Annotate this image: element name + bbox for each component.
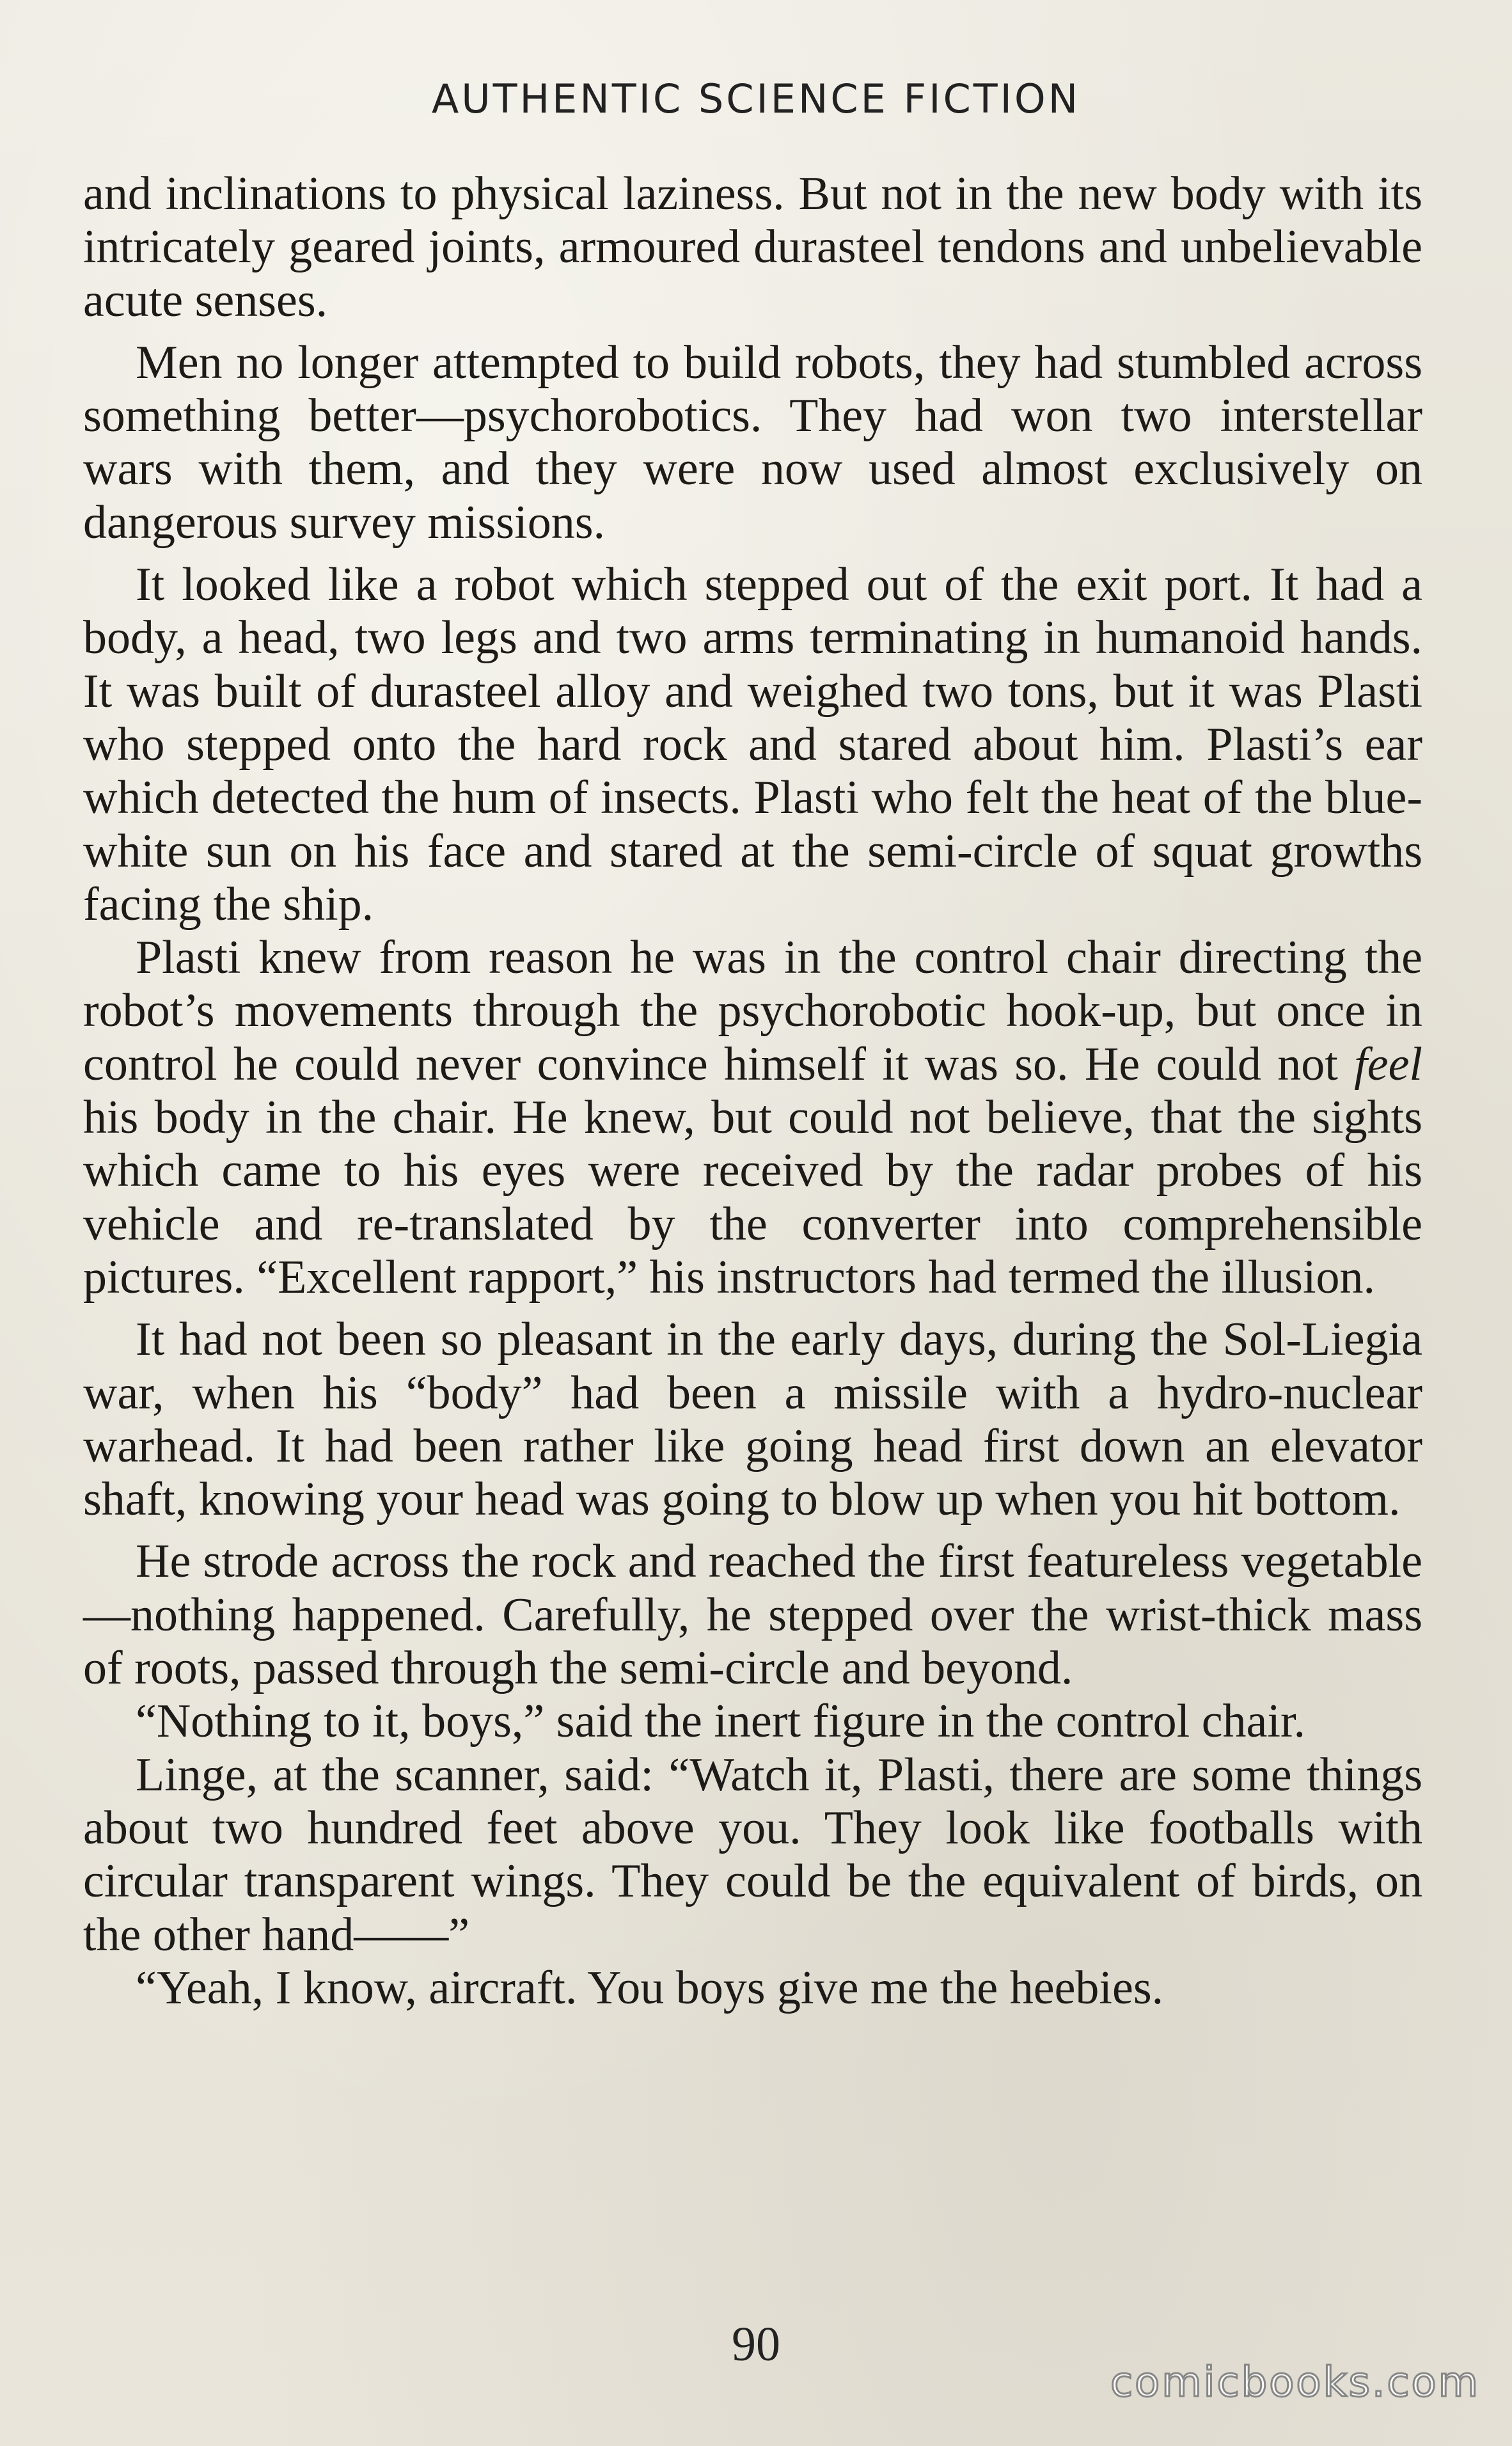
body-text bbox=[83, 168, 1422, 2015]
paragraph: “Nothing to it, boys,” said the inert figure in the control chair. bbox=[136, 1695, 1306, 1748]
watermark: comicbooks.com bbox=[1110, 2359, 1480, 2406]
paragraph bbox=[83, 931, 1422, 1304]
paragraph: “Yeah, I know, aircraft. You boys give me the heebies. bbox=[136, 1961, 1164, 2014]
paragraph-text: his body in the chair. He knew, but could not believe, that the sights which came to his eyes were received by the radar probes of his vehicle and re-translated by the converter into comprehensible pictures. “Excellent rapport,” his instructors had termed the illusion. bbox=[83, 1091, 1422, 1304]
paragraph-text: Plasti knew from reason he was in the control chair directing the robot’s movements through the psychorobotic hook-up, but once in control he could never convince himself it was so. He could not bbox=[83, 931, 1422, 1091]
paragraph: Linge, at the scanner, said: “Watch it, Plasti, there are some things about two hundred feet above you. They look like footballs with circular transparent wings. They could be the equivalent of birds, on the other hand——” bbox=[83, 1748, 1422, 1961]
running-head: AUTHENTIC SCIENCE FICTION bbox=[431, 75, 1081, 122]
paragraph: It had not been so pleasant in the early days, during the Sol-Liegia war, when his “body” had been a missile with a hydro-nuclear warhead. It had been rather like going head first down an elevator shaft, knowing your head was going to blow up when you hit bottom. bbox=[83, 1313, 1422, 1526]
page-number: 90 bbox=[732, 2317, 780, 2371]
paragraph: and inclinations to physical laziness. But not in the new body with its intricately geared joints, armoured durasteel tendons and unbelievable acute senses. bbox=[83, 168, 1422, 327]
paragraph: Men no longer attempted to build robots, they had stumbled across something better—psychorobotics. They had won two interstellar wars with them, and they were now used almost exclusively on dangerous survey missions. bbox=[83, 336, 1422, 549]
paragraph: It looked like a robot which stepped out of the exit port. It had a body, a head, two legs and two arms terminating in humanoid hands. It was built of durasteel alloy and weighed two tons, but it was Plasti who stepped onto the hard rock and stared about him. Plasti’s ear which detected the hum of insects. Plasti who felt the heat of the blue-white sun on his face and stared at the semi-circle of squat growths facing the ship. bbox=[83, 558, 1422, 931]
emphasized-word: feel bbox=[1354, 1038, 1422, 1091]
paragraph: He strode across the rock and reached the first featureless vegetable—nothing happened. Carefully, he stepped over the wrist-thick mass of roots, passed through the semi-circle and beyond. bbox=[83, 1535, 1422, 1695]
